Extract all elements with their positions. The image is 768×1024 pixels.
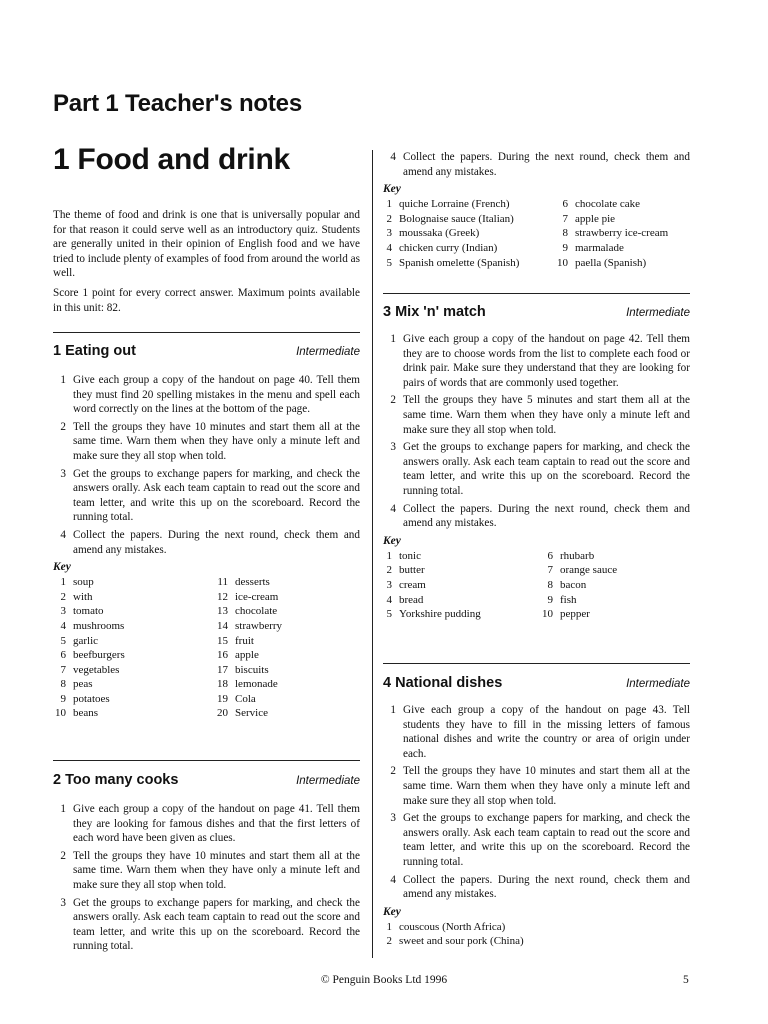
step-list (383, 703, 690, 902)
step-item: 4 Collect the papers. During the next round, check them and amend any mistakes. (390, 151, 690, 178)
step-item: 2 Tell the groups they have 10 minutes and start them all at the same time. Warn them when they have only a minute left and make sure they all stop when told. (390, 765, 690, 807)
step-list (53, 802, 360, 954)
section-divider (383, 663, 690, 664)
step-list (383, 150, 690, 179)
step-item: 4 Collect the papers. During the next round, check them and amend any mistakes. (390, 873, 690, 901)
step-item: 4 Collect the papers. During the next round, check them and amend any mistakes. (390, 502, 690, 530)
unit-title: 1 Food and drink (53, 143, 290, 176)
intro-score: Score 1 point for every correct answer. Maximum points available in this unit: 82. (53, 286, 360, 314)
section-header (53, 772, 360, 788)
key-column-right: 11 desserts 12 ice-cream 13 chocolate 14 strawberry 15 fruit 16 apple 17 biscuits 18 lemonade 19 Cola 20 Service (217, 576, 283, 720)
key-column-left: 1 tonic 2 butter 3 cream 4 bread 5 Yorkshire pudding (386, 549, 481, 621)
key-column-right: 6 rhubarb 7 orange sauce 8 bacon 9 fish 10 pepper (542, 549, 618, 621)
section-title: 2 Too many cooks (53, 772, 179, 788)
step-item: 1 Give each group a copy of the handout on page 43. Tell students they have to fill in the missing letters of famous national dishes and write the country or area of origin under each. (390, 704, 690, 760)
section-header (53, 343, 360, 359)
section-level: Intermediate (626, 307, 690, 319)
answer-key (383, 549, 690, 622)
section-header (383, 675, 690, 691)
step-item: 3 Get the groups to exchange papers for marking, and check the answers orally. Ask each team captain to read out the score and team letter, and write this up on the scoreboard. Record the running total. (390, 441, 690, 497)
step-item: 1 Give each group a copy of the handout on page 41. Tell them they are looking for famous dishes and that the first letters of each word have been given as clues. (60, 803, 360, 845)
answer-key (383, 197, 690, 270)
key-label: Key (383, 183, 401, 196)
page-number: 5 (683, 974, 689, 986)
step-item: 3 Get the groups to exchange papers for marking, and check the answers orally. Ask each team captain to read out the score and team letter, and write this up on the scoreboard. Record the running total. (390, 812, 690, 868)
section-header (383, 304, 690, 320)
section-national-dishes (383, 675, 690, 949)
intro-text (53, 208, 360, 320)
step-item: 1 Give each group a copy of the handout on page 42. Tell them they are to choose words from the list to complete each food or drink pair. Make sure they understand that they are looking for pairs of words that are commonly used together. (390, 333, 690, 389)
section-too-many-cooks (53, 772, 360, 957)
step-item: 3 Get the groups to exchange papers for marking, and check the answers orally. Ask each team captain to read out the score and team letter, and write this up on the scoreboard. Record the running total. (60, 896, 360, 953)
key-label: Key (383, 534, 401, 547)
step-item: 3 Get the groups to exchange papers for marking, and check the answers orally. Ask each team captain to read out the score and team letter, and write this up on the scoreboard. Record the running total. (60, 467, 360, 524)
step-item: 4 Collect the papers. During the next round, check them and amend any mistakes. (60, 528, 360, 556)
step-item: 2 Tell the groups they have 5 minutes and start them all at the same time. Warn them when they have only a minute left and make sure they all stop when told. (390, 394, 690, 436)
key-label: Key (53, 561, 71, 574)
section-too-many-cooks-continued (383, 150, 690, 270)
section-divider (53, 332, 360, 333)
key-column-right: 6 chocolate cake 7 apple pie 8 strawberry ice-cream 9 marmalade 10 paella (Spanish) (557, 198, 669, 269)
section-title: 4 National dishes (383, 675, 503, 691)
copyright: © Penguin Books Ltd 1996 (320, 974, 448, 986)
part-title: Part 1 Teacher's notes (53, 90, 302, 117)
key-column-left: 1 soup 2 with 3 tomato 4 mushrooms 5 garlic 6 beefburgers 7 vegetables 8 peas 9 potatoes 10 beans (55, 576, 125, 720)
answer-key: 1 couscous (North Africa) 2 sweet and sour pork (China) (386, 920, 524, 948)
section-divider (53, 760, 360, 761)
section-divider (383, 293, 690, 294)
intro-paragraph: The theme of food and drink is one that is universally popular and for that reason it could serve well as an introductory quiz. Students are generally united in their opinion of English food and we have tried to include plenty of examples of food from around the world as well. (53, 209, 360, 280)
column-divider (372, 150, 373, 958)
key-label: Key (383, 905, 401, 918)
step-item: 1 Give each group a copy of the handout on page 40. Tell them they must find 20 spelling mistakes in the menu and spell each word correctly on the lines at the bottom of the page. (60, 374, 360, 416)
section-title: 1 Eating out (53, 343, 136, 359)
answer-key (53, 575, 360, 721)
section-title: 3 Mix 'n' match (383, 304, 486, 320)
step-item: 2 Tell the groups they have 10 minutes and start them all at the same time. Warn them when they have only a minute left and make sure they all stop when told. (60, 420, 360, 462)
step-item: 2 Tell the groups they have 10 minutes and start them all at the same time. Warn them when they have only a minute left and make sure they all stop when told. (60, 849, 360, 891)
section-mix-n-match (383, 304, 690, 622)
step-list (383, 332, 690, 531)
section-level: Intermediate (296, 775, 360, 787)
key-column-left: 1 quiche Lorraine (French) 2 Bolognaise sauce (Italian) 3 moussaka (Greek) 4 chicken curry (Indian) 5 Spanish omelette (Spanish) (386, 198, 520, 269)
section-level: Intermediate (296, 346, 360, 358)
step-list (53, 373, 360, 557)
section-eating-out (53, 343, 360, 721)
section-level: Intermediate (626, 678, 690, 690)
